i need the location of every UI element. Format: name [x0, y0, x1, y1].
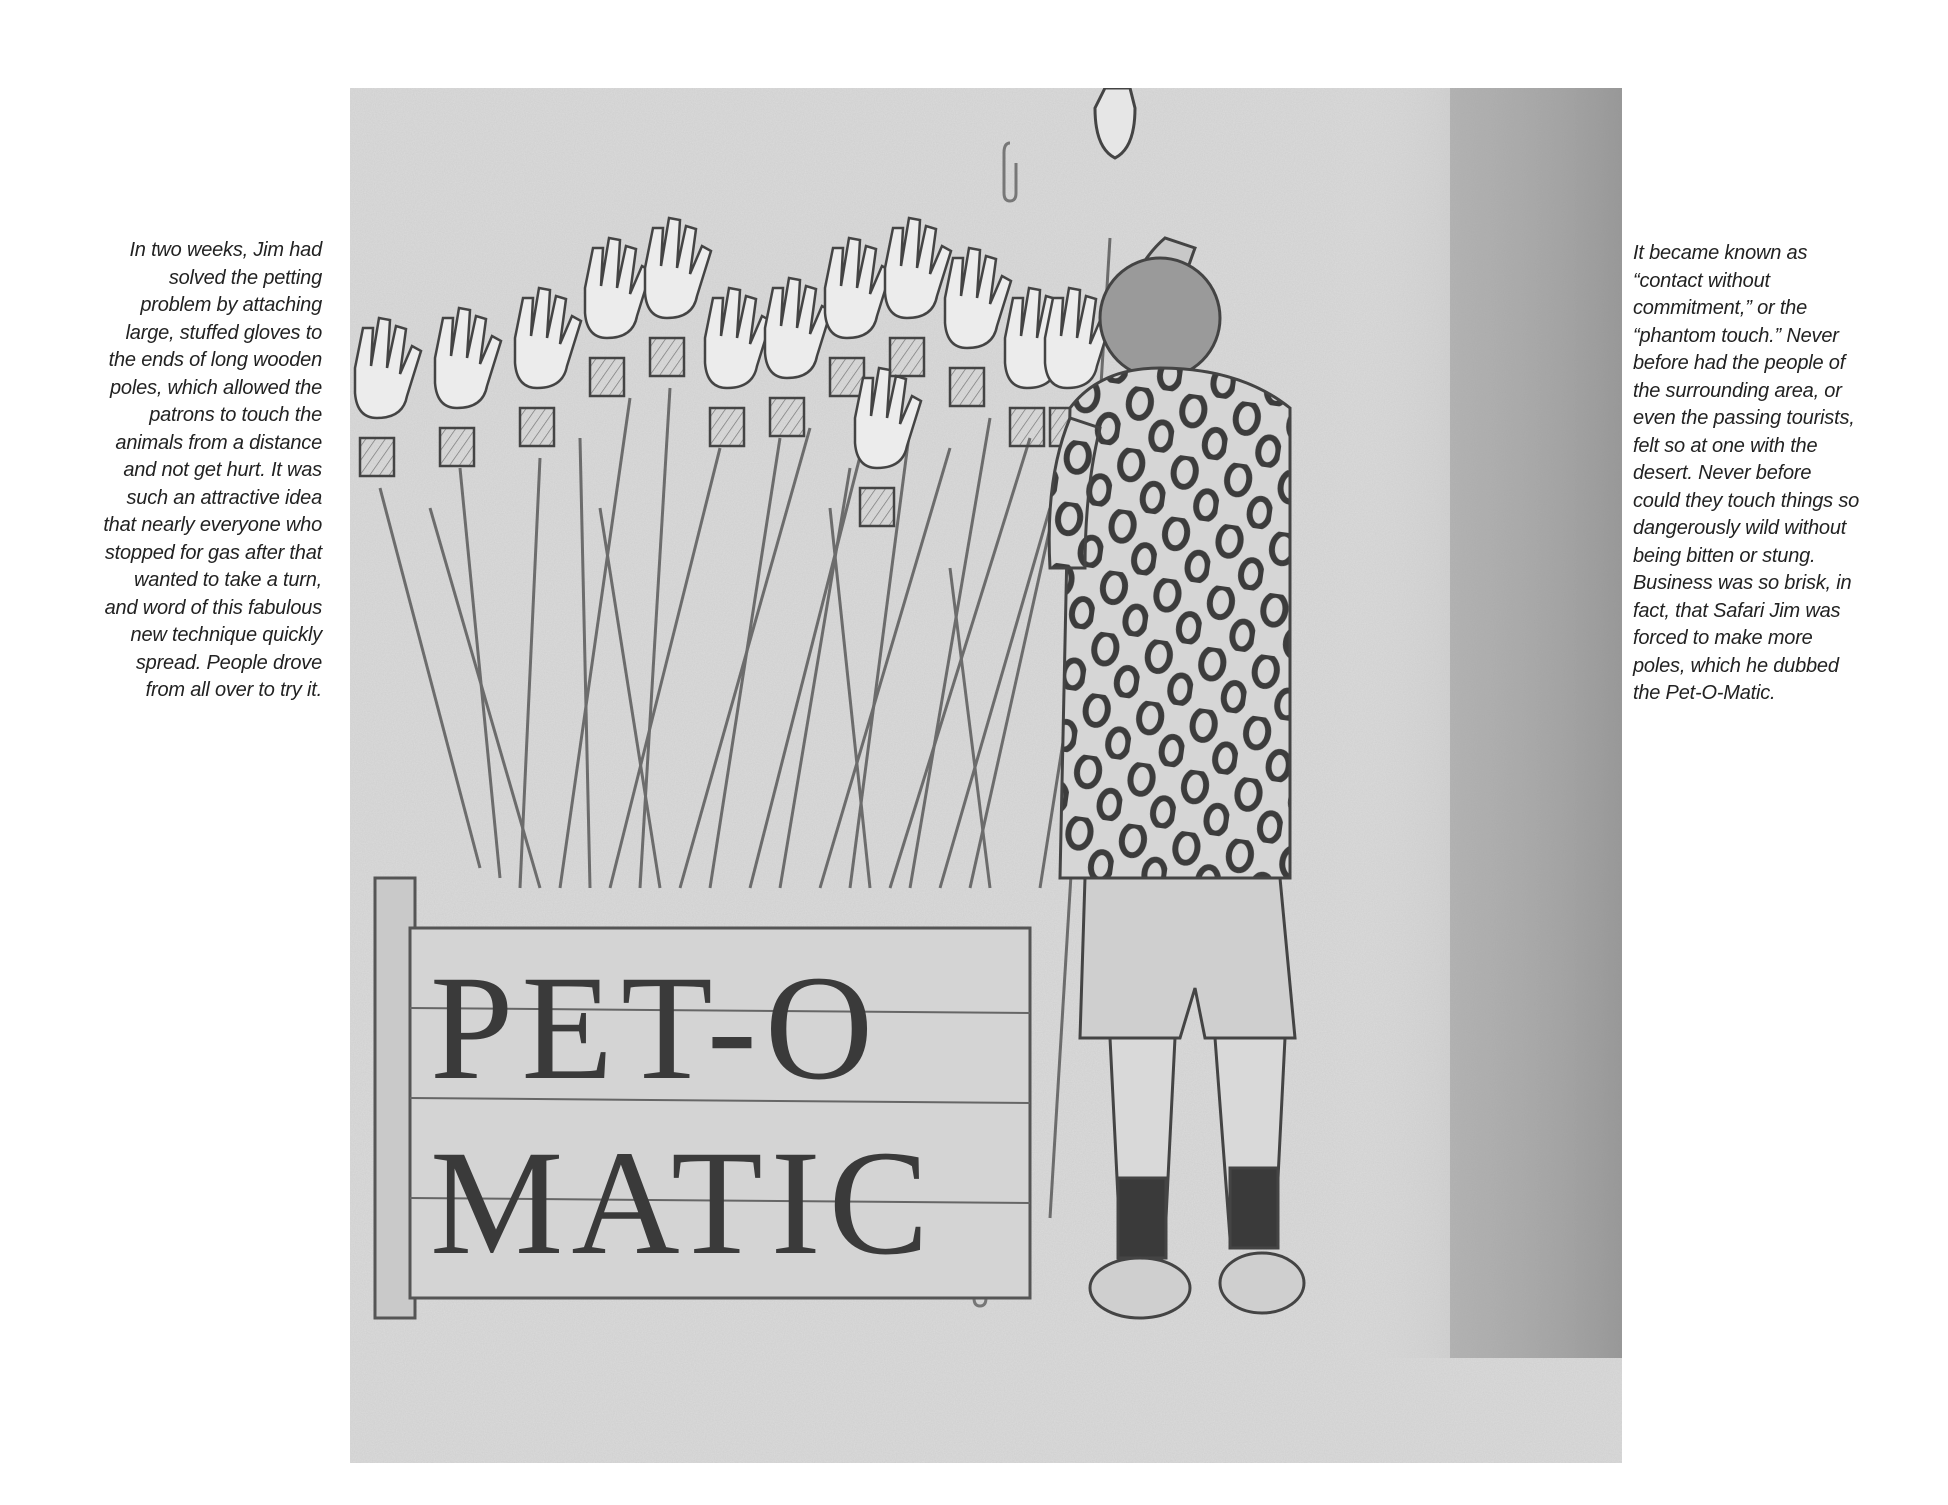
pencil-illustration: [350, 88, 1622, 1463]
sign-line-2: MATIC: [430, 1120, 937, 1286]
sign-line-1: PET-O: [430, 945, 882, 1111]
left-caption-paragraph: In two weeks, Jim had solved the petting problem by attaching large, stuffed gloves to the ends of long wooden poles, which allowed the patrons to touch the animals from a distance and not get hurt. It was such an attractive idea that nearly everyone who stopped for gas after that wanted to take a turn, and word of this fabulous new technique quickly spread. People drove from all over to try it.: [103, 239, 322, 701]
right-caption-paragraph: It became known as “contact without commitment,” or the “phantom touch.” Never before had the people of the surrounding area, or even the passing tourists, felt so at one with the desert. Never before could they touch things so dangerously wild without being bitten or stung. Business was so brisk, in fact, that Safari Jim was forced to make more poles, which he dubbed the Pet-O-Matic.: [1633, 242, 1860, 704]
pet-o-matic-sign: [375, 878, 1030, 1318]
